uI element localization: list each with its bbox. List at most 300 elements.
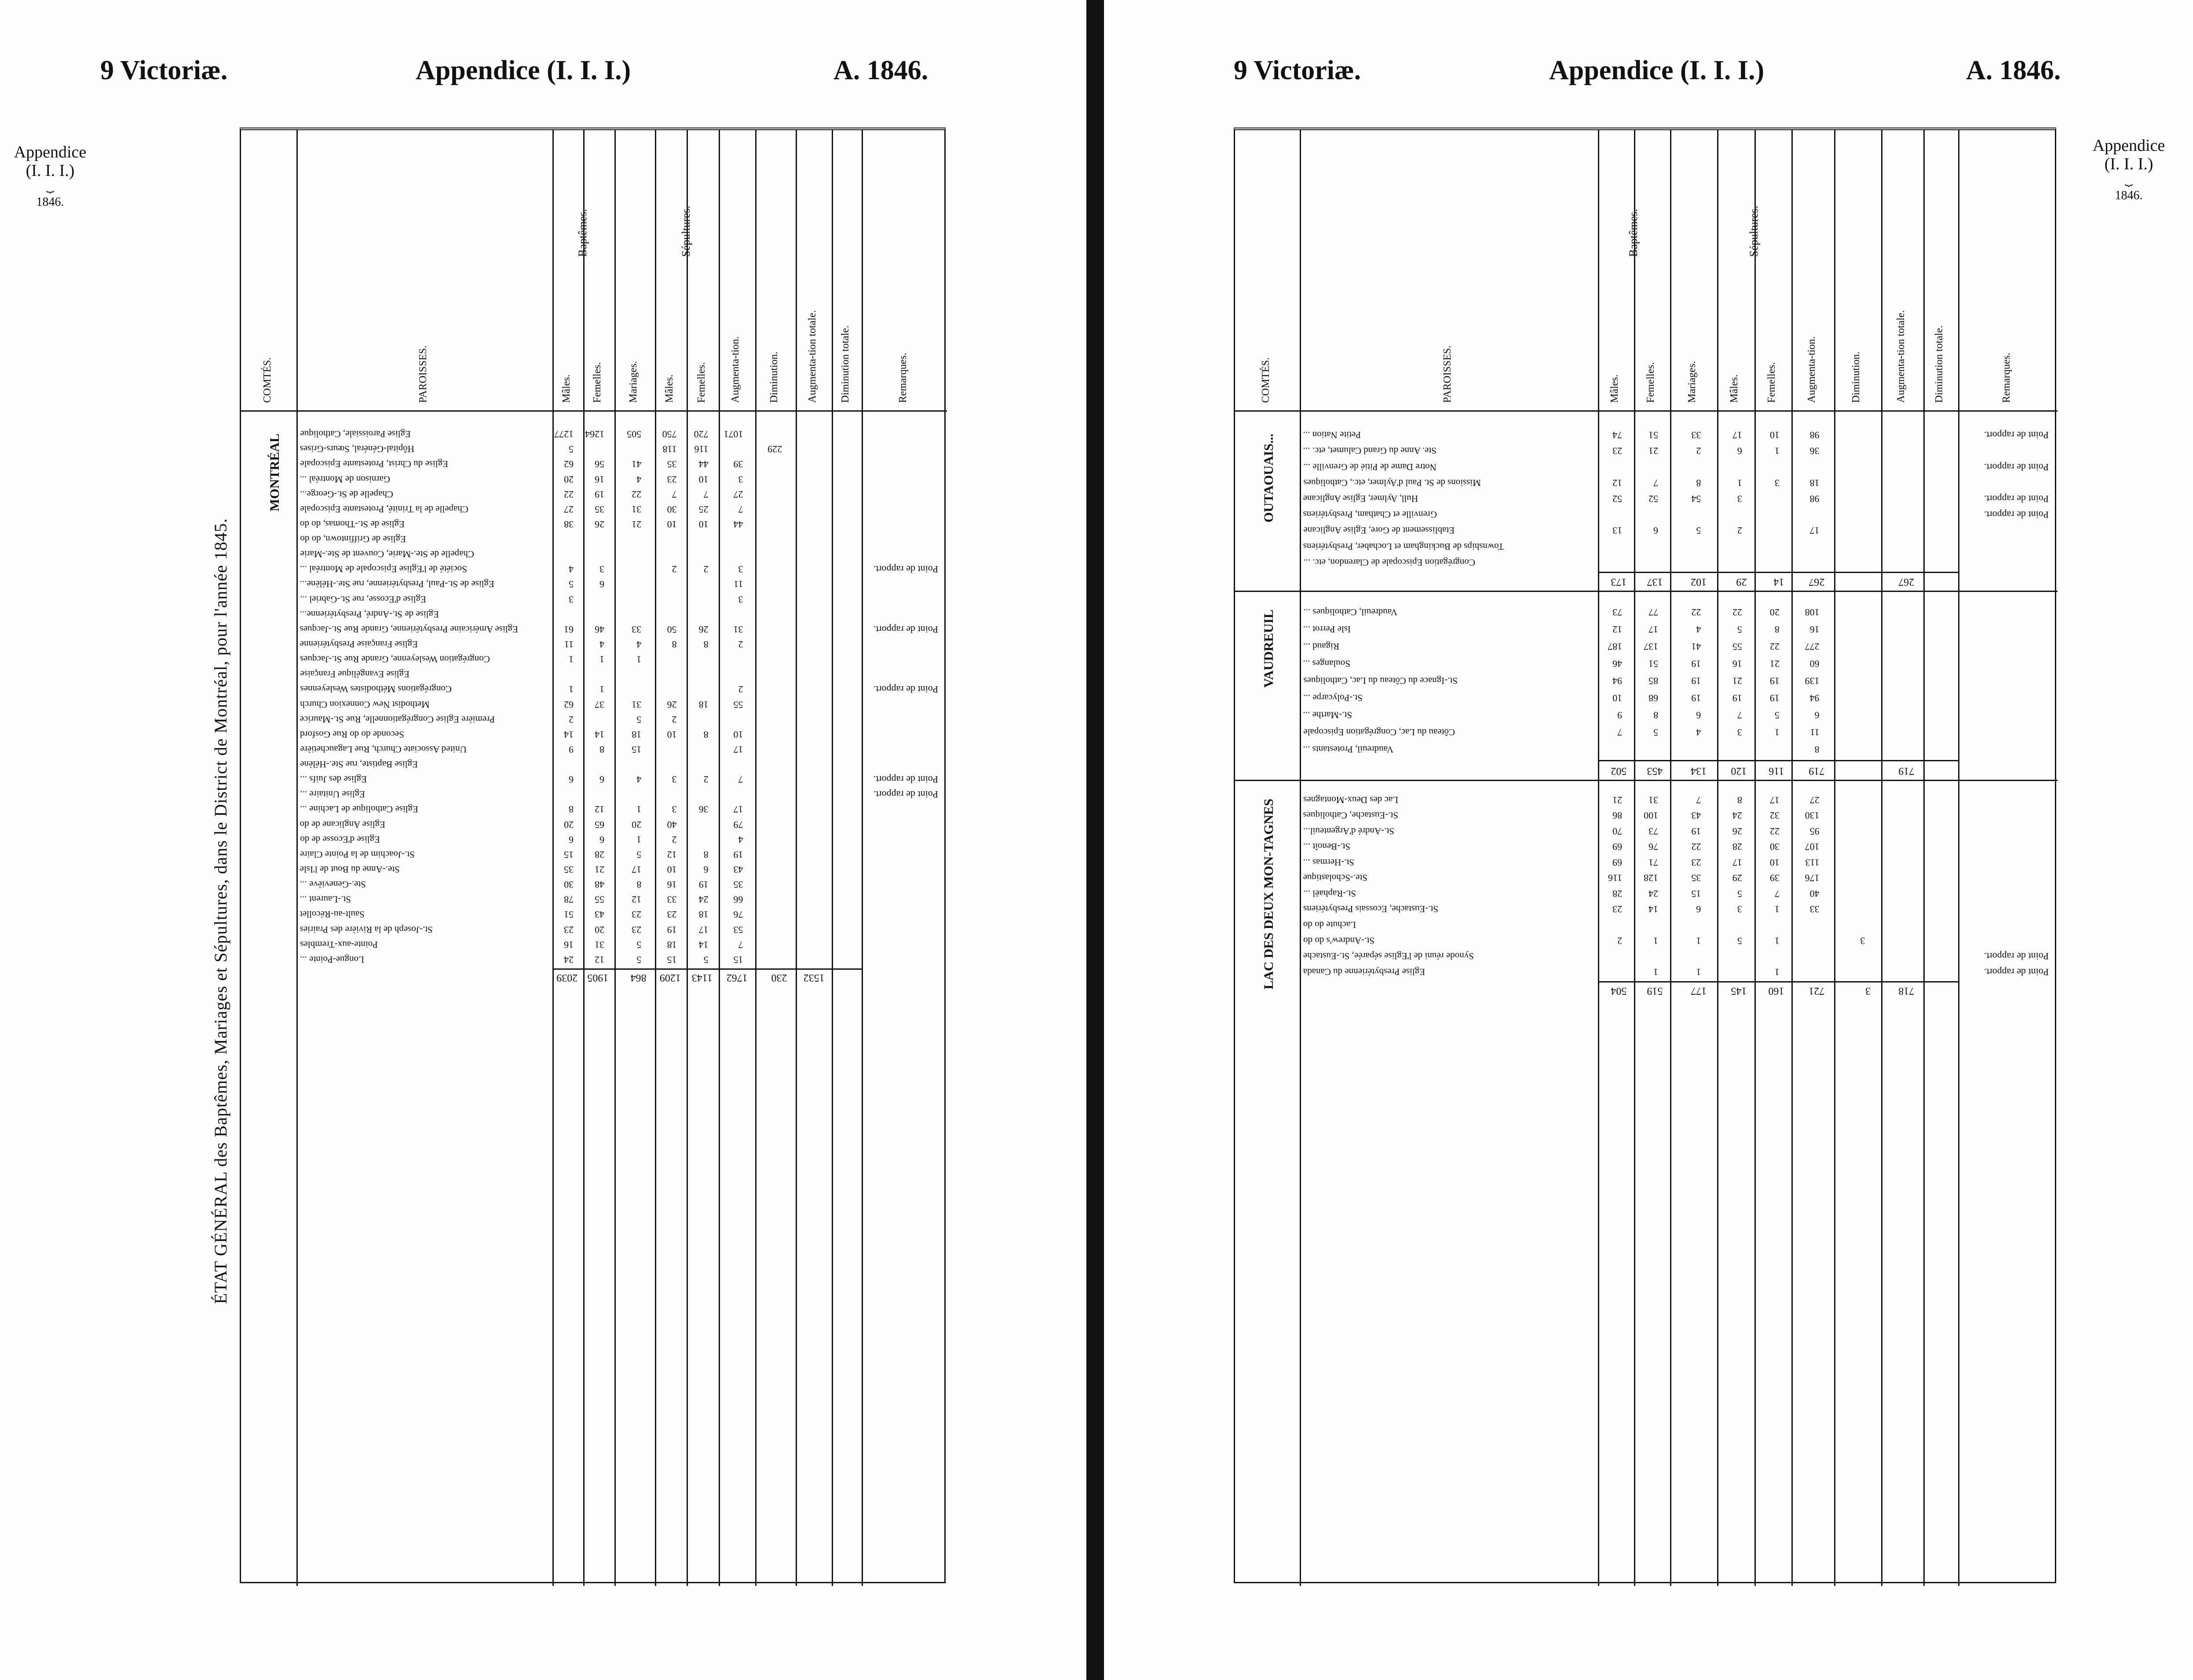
cell-sep_m: 33 (667, 894, 677, 906)
header-rule (1235, 410, 2058, 412)
cell-augm: 17 (733, 804, 743, 815)
cell-sep_m: 3 (1737, 727, 1742, 738)
header-sepultures-males: Mâles. (664, 374, 676, 403)
cell-bapt_f: 6 (1653, 525, 1658, 537)
county-separator (1235, 780, 2058, 781)
cell-mariages: 4 (1696, 624, 1701, 635)
column-rule (862, 130, 863, 1586)
parish-row: Grenville et Chatham, Presbytériens (1303, 509, 1437, 520)
cell-bapt_m: 187 (1607, 641, 1622, 653)
cell-bapt_f: 128 (1643, 873, 1658, 884)
cell-bapt_f: 46 (595, 624, 605, 635)
cell-sep_m: 30 (667, 504, 677, 515)
parish-row: Synode réuni de l'Eglise séparée, St.-Eustache (1303, 951, 1474, 962)
cell-mariages: 4 (636, 774, 641, 785)
parish-row: United Associate Church, Rue Lagauchetière (300, 744, 467, 755)
total-augm_tot: 1532 (803, 972, 825, 983)
cell-augm: 4 (738, 834, 743, 845)
cell-bapt_m: 22 (564, 489, 574, 500)
cell-sep_m: 28 (1732, 841, 1742, 853)
cell-sep_f: 1 (1774, 935, 1780, 946)
cell-augm: 33 (1810, 904, 1820, 915)
parish-row: Missions de St. Paul d'Aylmer, etc., Catholiques (1303, 477, 1481, 488)
cell-augm: 31 (733, 624, 743, 635)
cell-dimin: 229 (767, 444, 782, 455)
cell-sep_f: 20 (1769, 607, 1780, 618)
header-rule (241, 410, 947, 412)
cell-mariages: 33 (1691, 430, 1701, 441)
cell-bapt_f: 51 (1648, 430, 1658, 441)
cell-augm: 79 (733, 819, 743, 830)
parish-row: Eglise Catholique de Lachine ... (300, 804, 418, 815)
cell-bapt_f: 76 (1648, 841, 1658, 853)
binding-gutter (1086, 0, 1104, 1680)
cell-sep_m: 40 (667, 819, 677, 830)
cell-mariages: 19 (1691, 676, 1701, 687)
cell-bapt_m: 2 (1617, 935, 1622, 946)
cell-augm: 107 (1805, 841, 1820, 853)
cell-sep_m: 6 (1737, 446, 1742, 457)
parish-row: St.-Benoît ... (1303, 841, 1350, 852)
cell-bapt_f: 4 (599, 639, 605, 650)
parish-row: Lachute do do (1303, 920, 1356, 930)
cell-bapt_f: 1 (599, 684, 605, 695)
header-baptemes-males: Mâles. (1608, 374, 1620, 403)
cell-bapt_m: 8 (569, 804, 574, 815)
cell-bapt_f: 35 (595, 504, 605, 515)
cell-bapt_f: 100 (1643, 810, 1658, 822)
cell-bapt_f: 1 (599, 654, 605, 665)
cell-sep_m: 118 (662, 444, 677, 455)
total-bapt_m: 504 (1611, 985, 1627, 997)
cell-augm: 17 (733, 744, 743, 755)
cell-mariages: 22 (1691, 841, 1701, 853)
cell-bapt_f: 16 (595, 474, 605, 485)
total-bapt_f: 453 (1647, 765, 1663, 777)
cell-sep_f: 25 (699, 504, 709, 515)
cell-augm: 76 (733, 909, 743, 920)
cell-sep_m: 16 (667, 879, 677, 891)
parish-row: Notre Dame de Pitié de Grenville ... (1303, 461, 1436, 472)
cell-bapt_f: 7 (1653, 477, 1658, 489)
total-mariages: 102 (1690, 576, 1707, 588)
cell-bapt_m: 16 (564, 939, 574, 950)
column-rule (583, 130, 585, 1586)
cell-bapt_f: 137 (1643, 641, 1658, 653)
column-rule (1670, 130, 1671, 1586)
parish-row: St.-Marthe ... (1303, 710, 1352, 721)
total-mariages: 864 (630, 972, 647, 983)
header-comtes: COMTÉS. (262, 357, 274, 403)
header-mariages: Mariages. (1686, 361, 1698, 403)
header-diminution: Diminution. (768, 351, 780, 403)
total-dimin: 230 (771, 972, 787, 983)
cell-sep_m: 3 (1737, 493, 1742, 504)
cell-augm: 139 (1805, 676, 1820, 687)
cell-bapt_f: 37 (595, 699, 605, 710)
column-rule (655, 130, 656, 1586)
column-rule (755, 130, 757, 1586)
cell-mariages: 5 (636, 939, 641, 950)
total-mariages: 177 (1690, 985, 1707, 997)
column-rule (1881, 130, 1882, 1586)
cell-augm: 27 (1810, 794, 1820, 806)
cell-mariages: 5 (636, 849, 641, 860)
header-remarques: Remarques. (2001, 353, 2012, 403)
cell-bapt_m: 74 (1612, 430, 1622, 441)
column-rule (719, 130, 720, 1586)
rotated-table-body (241, 130, 947, 1586)
cell-bapt_m: 69 (1612, 841, 1622, 853)
header-augmentation: Augmenta-tion. (1806, 336, 1817, 403)
parish-row: St.-Joachim de la Pointe Claire (300, 849, 415, 860)
cell-bapt_f: 3 (599, 564, 605, 575)
cell-mariages: 31 (631, 699, 641, 710)
cell-sep_f: 3 (1774, 477, 1780, 489)
header-sepultures-males: Mâles. (1729, 374, 1740, 403)
cell-bapt_m: 12 (1612, 624, 1622, 635)
cell-bapt_m: 23 (564, 924, 574, 935)
cell-bapt_f: 12 (595, 954, 605, 965)
cell-sep_f: 17 (1769, 794, 1780, 806)
cell-dimin: 3 (1860, 935, 1865, 946)
cell-sep_f: 8 (704, 639, 709, 650)
header-diminution: Diminution. (1850, 351, 1862, 403)
cell-bapt_m: 9 (569, 744, 574, 755)
cell-augm: 27 (733, 489, 743, 500)
parish-row: Chapelle de St.-George... (300, 489, 393, 500)
cell-bapt_f: 21 (1648, 446, 1658, 457)
cell-sep_f: 7 (1774, 888, 1780, 899)
cell-mariages: 8 (636, 879, 641, 891)
header-center-appendix: Appendice (I. I. I.) (416, 55, 631, 85)
parish-row: Hull, Aylmer, Eglise Anglicane (1303, 493, 1418, 504)
total-augm: 721 (1809, 985, 1825, 997)
cell-bapt_m: 6 (569, 774, 574, 785)
cell-sep_m: 23 (667, 474, 677, 485)
cell-sep_f: 5 (704, 954, 709, 965)
total-dimin: 3 (1865, 985, 1871, 997)
side-label-title: Appendice (14, 143, 87, 161)
cell-mariages: 22 (1691, 607, 1701, 618)
cell-bapt_m: 5 (569, 579, 574, 590)
total-sep_m: 120 (1731, 765, 1747, 777)
header-left-regnal-year: 9 Victoriæ. (100, 55, 228, 85)
cell-remarque: Point de rapport. (873, 684, 938, 695)
parish-row: Methodist New Connexion Church (300, 699, 430, 710)
cell-sep_m: 29 (1732, 873, 1742, 884)
header-mariages: Mariages. (627, 361, 639, 403)
cell-bapt_f: 85 (1648, 676, 1658, 687)
cell-augm: 39 (733, 459, 743, 470)
cell-bapt_m: 46 (1612, 658, 1622, 670)
parish-row: Eglise d'Ecosse, rue St.-Gabriel ... (300, 594, 426, 605)
cell-bapt_m: 69 (1612, 857, 1622, 868)
cell-sep_f: 10 (1769, 430, 1780, 441)
header-baptemes-femelles: Femelles. (592, 362, 603, 403)
cell-bapt_m: 86 (1612, 810, 1622, 822)
column-rule (1598, 130, 1599, 1586)
cell-bapt_f: 68 (1648, 693, 1658, 704)
column-rule (1717, 130, 1718, 1586)
parish-row: Longue-Pointe ... (300, 954, 364, 965)
table-outaouais-vaudreuil-lac (1234, 128, 2056, 1583)
cell-mariages: 1 (636, 804, 641, 815)
cell-sep_m: 3 (672, 804, 677, 815)
cell-augm: 8 (1815, 744, 1820, 756)
cell-mariages: 22 (631, 489, 641, 500)
total-augm: 267 (1809, 576, 1825, 588)
cell-augm: 43 (733, 864, 743, 875)
side-label-year: 1846. (36, 195, 64, 209)
cell-sep_m: 17 (1732, 857, 1742, 868)
cell-sep_f: 32 (1769, 810, 1780, 822)
parish-row: St.-Laurent ... (300, 894, 351, 905)
parish-row: Eglise de Griffintown, do do (300, 534, 406, 545)
column-rule (796, 130, 797, 1586)
total-sep_m: 145 (1731, 985, 1747, 997)
right-page (1104, 0, 2193, 1680)
parish-row: St.-André d'Argenteuil... (1303, 825, 1394, 836)
column-rule (1634, 130, 1635, 1586)
cell-mariages: 1 (1696, 935, 1701, 946)
header-right-year: A. 1846. (833, 55, 928, 85)
left-page (0, 0, 1086, 1680)
cell-sep_m: 8 (1737, 794, 1742, 806)
total-sep_f: 14 (1773, 576, 1784, 588)
parish-row: St.-Hermas ... (1303, 857, 1354, 868)
cell-bapt_m: 9 (1617, 710, 1622, 721)
cell-augm: 60 (1810, 658, 1820, 670)
cell-bapt_m: 1277 (554, 429, 574, 440)
cell-sep_f: 5 (1774, 710, 1780, 721)
cell-sep_m: 2 (672, 834, 677, 845)
parish-row: Eglise Presbytérienne du Canada (1303, 966, 1425, 977)
cell-mariages: 31 (631, 504, 641, 515)
header-baptemes-group: Baptêmes. (576, 208, 589, 257)
cell-sep_m: 50 (667, 624, 677, 635)
cell-mariages: 35 (1691, 873, 1701, 884)
cell-mariages: 20 (631, 819, 641, 830)
cell-bapt_f: 31 (595, 939, 605, 950)
parish-row: St.-Raphaël ... (1303, 888, 1356, 899)
cell-bapt_m: 21 (1612, 794, 1622, 806)
cell-augm: 3 (738, 474, 743, 485)
parish-row: St.-Joseph de la Rivière des Prairies (300, 924, 433, 935)
side-label-ref: (I. I. I.) (26, 161, 75, 180)
parish-row: Eglise Américaine Presbytérienne, Grande Rue St.-Jacques (300, 624, 519, 635)
cell-sep_m: 10 (667, 519, 677, 530)
cell-bapt_m: 5 (569, 444, 574, 455)
header-sepultures-group: Sépultures. (1747, 205, 1760, 257)
cell-sep_f: 22 (1769, 825, 1780, 837)
total-mariages: 134 (1690, 765, 1707, 777)
total-bapt_m: 502 (1611, 765, 1627, 777)
total-bapt_f: 137 (1647, 576, 1663, 588)
cell-bapt_m: 51 (564, 909, 574, 920)
cell-bapt_f: 21 (595, 864, 605, 875)
cell-sep_f: 7 (704, 489, 709, 500)
cell-sep_f: 720 (694, 429, 709, 440)
cell-augm: 95 (1810, 825, 1820, 837)
cell-sep_m: 1 (1737, 477, 1742, 489)
cell-sep_m: 7 (672, 489, 677, 500)
parish-row: Vaudreuil, Catholiques ... (1303, 607, 1397, 618)
county-separator (1235, 591, 2058, 592)
column-rule (1834, 130, 1835, 1586)
cell-sep_f: 30 (1769, 841, 1780, 853)
cell-augm: 44 (733, 519, 743, 530)
cell-sep_m: 19 (667, 924, 677, 935)
cell-mariages: 41 (631, 459, 641, 470)
cell-bapt_m: 23 (1612, 904, 1622, 915)
cell-augm: 11 (1810, 727, 1820, 738)
parish-row: Eglise Baptiste, rue Ste.-Hélène (300, 759, 418, 770)
cell-bapt_m: 35 (564, 864, 574, 875)
cell-bapt_f: 48 (595, 879, 605, 891)
column-rule (687, 130, 688, 1586)
total-augm: 1762 (726, 972, 748, 983)
cell-bapt_f: 56 (595, 459, 605, 470)
column-rule (1754, 130, 1756, 1586)
cell-sep_m: 12 (667, 849, 677, 860)
header-paroisses: PAROISSES. (1441, 345, 1453, 403)
cell-bapt_f: 19 (595, 489, 605, 500)
cell-bapt_m: 14 (564, 729, 574, 740)
cell-sep_m: 2 (672, 564, 677, 575)
cell-mariages: 5 (636, 714, 641, 725)
cell-bapt_m: 52 (1612, 493, 1622, 504)
side-label-title-right: Appendice (2092, 136, 2165, 155)
cell-bapt_f: 12 (595, 804, 605, 815)
cell-sep_m: 2 (1737, 525, 1742, 537)
cell-mariages: 6 (1696, 904, 1701, 915)
cell-mariages: 1 (1696, 966, 1701, 978)
cell-sep_f: 6 (704, 864, 709, 875)
cell-remarque: Point de rapport. (873, 789, 938, 800)
cell-augm: 35 (733, 879, 743, 891)
cell-augm: 18 (1810, 477, 1820, 489)
cell-sep_m: 7 (1737, 710, 1742, 721)
cell-augm: 53 (733, 924, 743, 935)
cell-augm: 15 (733, 954, 743, 965)
total-sep_f: 160 (1768, 985, 1784, 997)
cell-sep_m: 21 (1732, 676, 1742, 687)
cell-bapt_m: 13 (1612, 525, 1622, 537)
parish-row: Ste. Anne du Grand Calumet, etc. ... (1303, 446, 1437, 457)
cell-mariages: 4 (636, 639, 641, 650)
parish-row: Eglise du Christ, Protestante Episcopale (300, 459, 448, 470)
cell-sep_m: 10 (667, 864, 677, 875)
cell-mariages: 18 (631, 729, 641, 740)
parish-row: Eglise Evangélique Française (300, 669, 409, 680)
header-left-regnal-year-2: 9 Victoriæ. (1234, 55, 1361, 85)
cell-bapt_f: 31 (1648, 794, 1658, 806)
cell-bapt_f: 65 (595, 819, 605, 830)
parish-row: St.-Eustache, Ecossais Presbytériens (1303, 904, 1438, 915)
cell-bapt_f: 43 (595, 909, 605, 920)
cell-sep_f: 1 (1774, 727, 1780, 738)
cell-mariages: 43 (1691, 810, 1701, 822)
parish-row: Ste.-Geneviève ... (300, 879, 366, 890)
cell-mariages: 23 (631, 909, 641, 920)
cell-augm: 108 (1805, 607, 1820, 618)
total-bapt_f: 1905 (587, 972, 609, 983)
cell-augm: 113 (1805, 857, 1820, 868)
parish-row: Congrégation Episcopale de Clarendon, etc. ... (1303, 557, 1475, 568)
cell-sep_f: 116 (694, 444, 709, 455)
parish-row: Petite Nation ... (1303, 430, 1361, 441)
cell-augm: 55 (733, 699, 743, 710)
cell-sep_m: 24 (1732, 810, 1742, 822)
cell-mariages: 23 (1691, 857, 1701, 868)
cell-bapt_f: 55 (595, 894, 605, 906)
cell-bapt_f: 73 (1648, 825, 1658, 837)
cell-mariages: 12 (631, 894, 641, 906)
side-label (6, 143, 94, 212)
cell-mariages: 505 (626, 429, 641, 440)
column-rule (296, 130, 298, 1586)
cell-sep_m: 5 (1737, 935, 1742, 946)
cell-bapt_m: 20 (564, 474, 574, 485)
total-sep_m: 1209 (659, 972, 681, 983)
cell-sep_f: 19 (1769, 676, 1780, 687)
cell-bapt_f: 20 (595, 924, 605, 935)
column-rule (1300, 130, 1301, 1586)
cell-bapt_m: 1 (569, 684, 574, 695)
total-augm_tot: 267 (1898, 576, 1915, 588)
cell-bapt_m: 10 (1612, 693, 1622, 704)
parish-row: Seconde do do Rue Gosford (300, 729, 404, 740)
cell-sep_m: 26 (1732, 825, 1742, 837)
header-diminution-totale: Diminution totale. (1933, 325, 1945, 403)
cell-bapt_f: 28 (595, 849, 605, 860)
cell-sep_m: 35 (667, 459, 677, 470)
total-augm_tot: 718 (1898, 985, 1915, 997)
parish-row: Ste.-Anne du Bout de l'Isle (300, 864, 400, 875)
cell-mariages: 41 (1691, 641, 1701, 653)
cell-mariages: 2 (1696, 446, 1701, 457)
brace-mark-right: ⏟ (2125, 172, 2133, 186)
cell-augm: 2 (738, 684, 743, 695)
parish-row: Eglise des Juifs ... (300, 774, 367, 785)
cell-sep_m: 55 (1732, 641, 1742, 653)
cell-bapt_m: 12 (1612, 477, 1622, 489)
cell-sep_f: 8 (1774, 624, 1780, 635)
cell-bapt_m: 23 (1612, 446, 1622, 457)
cell-mariages: 4 (636, 474, 641, 485)
header-sepultures-femelles: Femelles. (1766, 362, 1778, 403)
cell-bapt_m: 4 (569, 564, 574, 575)
parish-row: Chapelle de Ste.-Marie, Couvent de Ste.-Marie (300, 549, 474, 560)
cell-sep_m: 15 (667, 954, 677, 965)
cell-sep_m: 23 (667, 909, 677, 920)
cell-bapt_m: 20 (564, 819, 574, 830)
parish-row: Soulanges ... (1303, 658, 1351, 669)
cell-mariages: 1 (636, 654, 641, 665)
cell-bapt_m: 3 (569, 594, 574, 605)
cell-sep_f: 19 (1769, 693, 1780, 704)
header-augmentation-totale: Augmenta-tion totale. (806, 310, 818, 403)
cell-remarque: Point de rapport. (873, 624, 938, 635)
cell-mariages: 1 (636, 834, 641, 845)
cell-mariages: 15 (631, 744, 641, 755)
cell-sep_f: 36 (699, 804, 709, 815)
cell-sep_f: 10 (1769, 857, 1780, 868)
cell-mariages: 8 (1696, 477, 1701, 489)
cell-mariages: 21 (631, 519, 641, 530)
cell-sep_f: 1 (1774, 446, 1780, 457)
